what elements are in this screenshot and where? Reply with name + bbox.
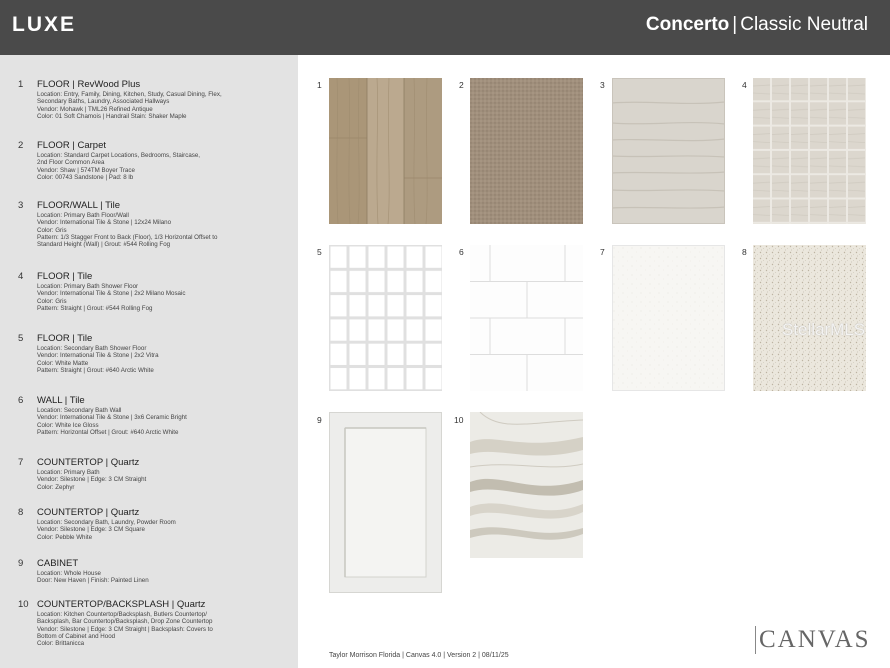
spec-heading: COUNTERTOP | Quartz: [37, 507, 140, 518]
spec-line: Location: Secondary Bath Shower Floor: [37, 345, 147, 352]
swatch-quartz-zephyr: [612, 245, 725, 391]
spec-details: [37, 611, 287, 647]
spec-line: Vendor: Mohawk | TML26 Refined Antique: [37, 105, 153, 113]
spec-heading: CABINET: [37, 558, 79, 569]
spec-line: Color: Brittanicca: [37, 640, 85, 648]
swatch-number: 8: [742, 247, 747, 257]
swatch-cabinet-door: [329, 412, 442, 593]
header-bar: [0, 0, 890, 55]
spec-number: 6: [18, 395, 24, 406]
spec-line: Secondary Baths, Laundry, Associated Hallways: [37, 98, 170, 106]
spec-number: 8: [18, 507, 24, 518]
spec-line: Vendor: Silestone | Edge: 3 CM Square: [37, 526, 145, 534]
watermark: StellarMLS: [782, 320, 866, 339]
swatch-wood-plank: [329, 78, 442, 224]
spec-line: 2nd Floor Common Area: [37, 159, 105, 167]
spec-line: Pattern: 1/3 Stagger Front to Back (Floor), 1/3 Horizontal Offset to: [37, 233, 218, 241]
spec-heading: FLOOR | Tile: [37, 271, 93, 282]
spec-line: Vendor: International Tile & Stone | 12x24 Milano: [37, 219, 172, 227]
swatch-quartz-pebble: [753, 245, 866, 391]
swatch-number: 7: [600, 247, 605, 257]
swatch-subway-tile: [470, 245, 583, 391]
spec-line: Color: 00743 Sandstone | Pad: 8 lb: [37, 173, 134, 181]
spec-heading: FLOOR/WALL | Tile: [37, 200, 121, 211]
spec-line: Vendor: Shaw | 574TM Boyer Trace: [37, 166, 135, 174]
swatch-number: 1: [317, 80, 322, 90]
swatch-number: 6: [459, 247, 464, 257]
spec-line: Color: Pebble White: [37, 533, 93, 541]
spec-line: Location: Standard Carpet Locations, Bedrooms, Staircase,: [37, 152, 201, 159]
spec-line: Vendor: Silestone | Edge: 3 CM Straight: [37, 476, 147, 484]
footer-text: Taylor Morrison Florida | Canvas 4.0 | Version 2 | 08/11/25: [329, 652, 509, 659]
brand-logo: LUXE: [12, 13, 77, 36]
color-scheme-name: Classic Neutral: [740, 14, 868, 35]
spec-details: [37, 283, 287, 312]
spec-number: 9: [18, 558, 24, 569]
canvas-logo: CANVAS: [755, 626, 871, 654]
spec-line: Color: Gris: [37, 226, 67, 234]
spec-details: [37, 570, 287, 585]
spec-line: Location: Secondary Bath Wall: [37, 407, 122, 414]
spec-line: Color: White Ice Gloss: [37, 421, 99, 429]
spec-heading: COUNTERTOP/BACKSPLASH | Quartz: [37, 599, 206, 610]
spec-line: Backsplash, Bar Countertop/Backsplash, Drop Zone Countertop: [37, 618, 213, 626]
swatch-number: 10: [454, 415, 464, 425]
spec-line: Location: Primary Bath Floor/Wall: [37, 212, 129, 219]
spec-details: [37, 152, 287, 181]
spec-details: [37, 407, 287, 436]
swatch-mosaic-tile-white: [329, 245, 442, 391]
spec-line: Location: Kitchen Countertop/Backsplash, Butlers Countertop/: [37, 611, 207, 618]
swatch-number: 9: [317, 415, 322, 425]
swatch-carpet: [470, 78, 583, 224]
spec-details: [37, 91, 287, 120]
spec-line: Vendor: International Tile & Stone | 2x2 Vitra: [37, 352, 159, 360]
spec-details: [37, 212, 287, 248]
spec-number: 7: [18, 457, 24, 468]
title-separator: |: [732, 14, 738, 35]
swatch-quartz-brittanicca: [470, 412, 583, 558]
swatch-number: 4: [742, 80, 747, 90]
spec-line: Location: Secondary Bath, Laundry, Powder Room: [37, 519, 176, 526]
spec-line: Bottom of Cabinet and Hood: [37, 632, 116, 640]
spec-number: 3: [18, 200, 24, 211]
collection-name: Concerto: [645, 14, 730, 35]
spec-line: Standard Height (Wall) | Grout: #544 Rolling Fog: [37, 241, 171, 249]
spec-line: Vendor: International Tile & Stone | 2x2 Milano Mosaic: [37, 290, 186, 298]
spec-line: Color: 01 Soft Chamois | Handrail Stain: Shaker Maple: [37, 112, 187, 120]
spec-heading: COUNTERTOP | Quartz: [37, 457, 140, 468]
spec-line: Location: Entry, Family, Dining, Kitchen, Study, Casual Dining, Flex,: [37, 91, 222, 98]
spec-line: Pattern: Horizontal Offset | Grout: #640 Arctic White: [37, 428, 179, 436]
spec-line: Pattern: Straight | Grout: #544 Rolling Fog: [37, 304, 153, 312]
spec-details: [37, 469, 287, 491]
spec-line: Color: White Matte: [37, 359, 89, 367]
spec-number: 2: [18, 140, 24, 151]
spec-number: 1: [18, 79, 24, 90]
spec-line: Color: Zephyr: [37, 483, 75, 491]
spec-line: Location: Primary Bath Shower Floor: [37, 283, 139, 290]
spec-heading: FLOOR | RevWood Plus: [37, 79, 141, 90]
spec-number: 10: [18, 599, 29, 610]
swatch-number: 2: [459, 80, 464, 90]
spec-line: Vendor: Silestone | Edge: 3 CM Straight | Backsplash: Covers to: [37, 625, 213, 633]
spec-heading: FLOOR | Tile: [37, 333, 93, 344]
spec-heading: FLOOR | Carpet: [37, 140, 106, 151]
swatch-large-tile: [612, 78, 725, 224]
spec-line: Vendor: International Tile & Stone | 3x6 Ceramic Bright: [37, 414, 187, 422]
swatch-number: 5: [317, 247, 322, 257]
spec-details: [37, 345, 287, 374]
spec-number: 5: [18, 333, 24, 344]
specification-list: [0, 55, 298, 668]
spec-line: Location: Primary Bath: [37, 469, 100, 476]
swatch-mosaic-tile-gris: [753, 78, 866, 224]
spec-heading: WALL | Tile: [37, 395, 85, 406]
spec-line: Pattern: Straight | Grout: #640 Arctic White: [37, 366, 154, 374]
spec-line: Door: New Haven | Finish: Painted Linen: [37, 577, 149, 585]
swatch-number: 3: [600, 80, 605, 90]
spec-line: Color: Gris: [37, 297, 67, 305]
spec-details: [37, 519, 287, 541]
collection-title: [646, 14, 868, 36]
spec-number: 4: [18, 271, 24, 282]
spec-line: Location: Whole House: [37, 570, 101, 577]
